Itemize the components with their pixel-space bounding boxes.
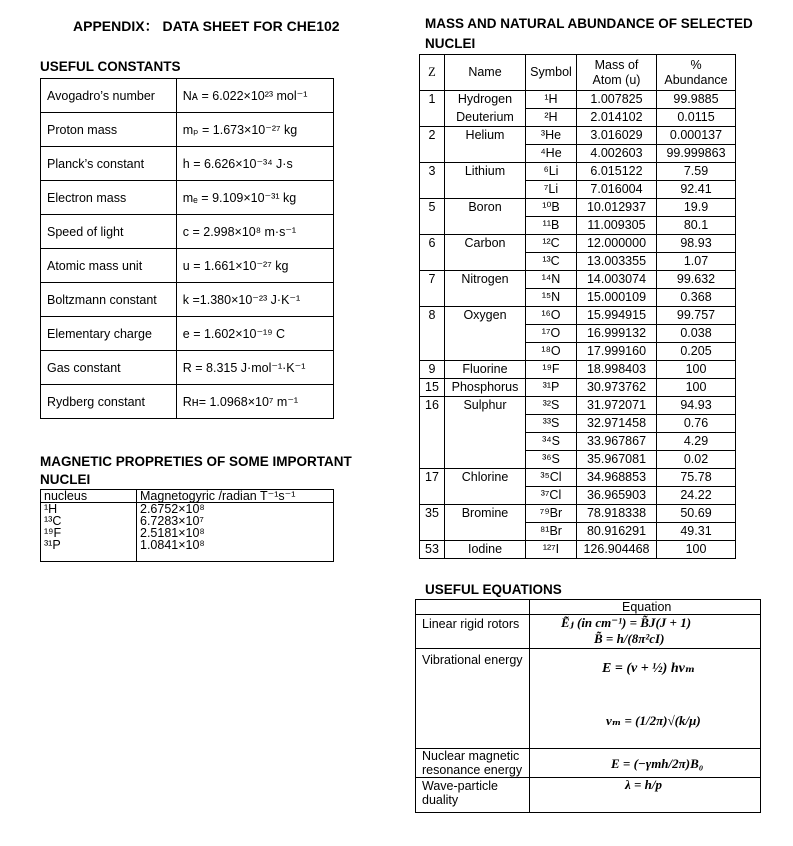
nuclide-row xyxy=(420,163,736,181)
ratio-list xyxy=(137,503,334,562)
nuclide-row xyxy=(420,109,736,127)
nmr-equation: E = (−γmh/2π)B₀ xyxy=(611,756,704,771)
nuclide-row xyxy=(420,145,736,163)
equations-table xyxy=(415,599,761,813)
nuclide-z: 6 xyxy=(420,235,445,253)
nuclide-abundance: 99.9885 xyxy=(657,91,736,109)
nuclide-row xyxy=(420,181,736,199)
nuclide-z xyxy=(420,325,445,343)
rotors-label: Linear rigid rotors xyxy=(422,617,520,631)
nuclei-heading: MASS AND NATURAL ABUNDANCE OF SELECTED NUCLEI xyxy=(425,16,753,51)
nuclide-symbol: ³⁶S xyxy=(526,451,577,469)
nuclide-symbol: ¹²C xyxy=(526,235,577,253)
constant-value: mₑ = 9.109×10⁻³¹ kg xyxy=(176,181,333,215)
nuclide-abundance: 0.038 xyxy=(657,325,736,343)
nuclide-row xyxy=(420,523,736,541)
nuclide-symbol: ¹⁸O xyxy=(526,343,577,361)
nuclide-mass: 33.967867 xyxy=(577,433,657,451)
nuclide-name xyxy=(445,217,526,235)
constant-value: R = 8.315 J·mol⁻¹·K⁻¹ xyxy=(176,351,333,385)
nuclide-mass: 18.998403 xyxy=(577,361,657,379)
nuclide-symbol: ¹²⁷I xyxy=(526,541,577,559)
nuclide-row xyxy=(420,307,736,325)
nuclide-name: Iodine xyxy=(445,541,526,559)
nuclide-mass: 7.016004 xyxy=(577,181,657,199)
nuclide-z: 15 xyxy=(420,379,445,397)
nuclide-symbol: ⁸¹Br xyxy=(526,523,577,541)
nuclide-symbol: ¹¹B xyxy=(526,217,577,235)
nuclide-z xyxy=(420,217,445,235)
nuclide-symbol: ¹⁴N xyxy=(526,271,577,289)
nuclide-z: 3 xyxy=(420,163,445,181)
nuclide-symbol: ¹⁷O xyxy=(526,325,577,343)
constant-name: Rydberg constant xyxy=(41,385,177,419)
wave-equation: λ = h/p xyxy=(625,777,663,792)
nuclide-abundance: 0.02 xyxy=(657,451,736,469)
nuclide-abundance: 92.41 xyxy=(657,181,736,199)
nuclide-abundance: 0.000137 xyxy=(657,127,736,145)
nuclide-symbol: ¹³C xyxy=(526,253,577,271)
constants-table xyxy=(40,78,334,419)
nuclide-abundance: 0.0115 xyxy=(657,109,736,127)
nuclide-z: 16 xyxy=(420,397,445,415)
nuclide-name xyxy=(445,325,526,343)
nuclide-abundance: 50.69 xyxy=(657,505,736,523)
constant-row xyxy=(41,249,334,283)
nmr-label: Nuclear magnetic resonance energy xyxy=(422,749,523,777)
vibrational-label: Vibrational energy xyxy=(422,653,523,667)
nuclide-abundance: 0.205 xyxy=(657,343,736,361)
nuclide-row xyxy=(420,451,736,469)
constant-value: k =1.380×10⁻²³ J·K⁻¹ xyxy=(176,283,333,317)
constant-row xyxy=(41,283,334,317)
nucleus-item: ¹³C xyxy=(44,514,62,528)
nuclide-mass: 10.012937 xyxy=(577,199,657,217)
ratio-header: Magnetogyric /radian T⁻¹s⁻¹ xyxy=(137,490,334,503)
nuclide-row xyxy=(420,199,736,217)
nuclide-name xyxy=(445,343,526,361)
z-header: Z xyxy=(420,55,445,91)
nuclide-abundance: 1.07 xyxy=(657,253,736,271)
nuclide-z xyxy=(420,289,445,307)
nuclide-symbol: ³²S xyxy=(526,397,577,415)
constant-value: h = 6.626×10⁻³⁴ J·s xyxy=(176,147,333,181)
nuclide-z xyxy=(420,433,445,451)
nuclide-row xyxy=(420,469,736,487)
nuclide-z: 8 xyxy=(420,307,445,325)
mass-header: Mass of Atom (u) xyxy=(577,55,657,91)
nuclide-mass: 78.918338 xyxy=(577,505,657,523)
nuclide-z xyxy=(420,487,445,505)
nuclide-z: 17 xyxy=(420,469,445,487)
constant-row xyxy=(41,385,334,419)
nuclide-row xyxy=(420,415,736,433)
constant-name: Speed of light xyxy=(41,215,177,249)
vibrational-equation: E = (v + ½) hνₘ xyxy=(602,661,696,676)
constant-value: Rʜ= 1.0968×10⁷ m⁻¹ xyxy=(176,385,333,419)
nuclide-z xyxy=(420,523,445,541)
constant-value: e = 1.602×10⁻¹⁹ C xyxy=(176,317,333,351)
nuclide-name xyxy=(445,289,526,307)
nuclide-mass: 6.015122 xyxy=(577,163,657,181)
nuclide-mass: 36.965903 xyxy=(577,487,657,505)
nuclei-table xyxy=(419,54,736,559)
nucleus-item: ¹⁹F xyxy=(44,526,62,540)
rotors-equation-2: B̃ = h/(8π²cI) xyxy=(594,631,665,646)
constant-name: Electron mass xyxy=(41,181,177,215)
nuclide-row xyxy=(420,361,736,379)
nuclide-mass: 34.968853 xyxy=(577,469,657,487)
nuclide-z: 35 xyxy=(420,505,445,523)
nuclide-z xyxy=(420,343,445,361)
name-header: Name xyxy=(445,55,526,91)
constants-heading: USEFUL CONSTANTS xyxy=(40,59,181,74)
constant-row xyxy=(41,113,334,147)
nuclide-symbol: ¹⁶O xyxy=(526,307,577,325)
nuclide-z: 2 xyxy=(420,127,445,145)
nuclide-symbol: ⁶Li xyxy=(526,163,577,181)
nuclide-symbol: ⁷⁹Br xyxy=(526,505,577,523)
nucleus-item: ¹H xyxy=(44,502,58,516)
constant-row xyxy=(41,79,334,113)
nuclide-mass: 13.003355 xyxy=(577,253,657,271)
nuclide-mass: 16.999132 xyxy=(577,325,657,343)
nuclide-symbol: ³⁷Cl xyxy=(526,487,577,505)
nuclide-row xyxy=(420,379,736,397)
nuclide-abundance: 0.76 xyxy=(657,415,736,433)
magnetic-heading: MAGNETIC PROPRETIES OF SOME IMPORTANT NUCLEI xyxy=(40,454,352,487)
nuclide-z xyxy=(420,451,445,469)
nuclide-abundance: 100 xyxy=(657,541,736,559)
nuclide-abundance: 19.9 xyxy=(657,199,736,217)
nucleus-item: ³¹P xyxy=(44,538,61,552)
constant-name: Gas constant xyxy=(41,351,177,385)
constant-row xyxy=(41,351,334,385)
constant-name: Planck’s constant xyxy=(41,147,177,181)
nuclide-row xyxy=(420,541,736,559)
nuclide-name xyxy=(445,145,526,163)
nuclide-mass: 15.994915 xyxy=(577,307,657,325)
nuclide-z xyxy=(420,253,445,271)
nuclide-z: 5 xyxy=(420,199,445,217)
nuclide-mass: 17.999160 xyxy=(577,343,657,361)
nuclide-z: 7 xyxy=(420,271,445,289)
nuclide-mass: 126.904468 xyxy=(577,541,657,559)
nuclide-z xyxy=(420,415,445,433)
nuclide-mass: 4.002603 xyxy=(577,145,657,163)
nuclide-abundance: 100 xyxy=(657,361,736,379)
nuclide-mass: 12.000000 xyxy=(577,235,657,253)
nuclide-z xyxy=(420,109,445,127)
nuclide-abundance: 99.999863 xyxy=(657,145,736,163)
nuclide-row xyxy=(420,91,736,109)
nuclide-row xyxy=(420,271,736,289)
nuclide-z xyxy=(420,145,445,163)
rotors-equation-1: Ẽⱼ (in cm⁻¹) = B̃J(J + 1) xyxy=(561,615,692,630)
nuclide-row xyxy=(420,235,736,253)
nuclide-row xyxy=(420,253,736,271)
constant-row xyxy=(41,147,334,181)
constant-name: Boltzmann constant xyxy=(41,283,177,317)
nuclide-z: 53 xyxy=(420,541,445,559)
nuclide-symbol: ⁴He xyxy=(526,145,577,163)
nuclide-abundance: 100 xyxy=(657,379,736,397)
nuclide-name: Phosphorus xyxy=(445,379,526,397)
nuclide-name xyxy=(445,487,526,505)
ratio-item: 2.6752×10⁸ xyxy=(140,502,205,516)
nuclide-abundance: 99.757 xyxy=(657,307,736,325)
nuclide-symbol: ³¹P xyxy=(526,379,577,397)
wave-label: Wave-particle duality xyxy=(422,779,498,807)
nuclide-name xyxy=(445,181,526,199)
nuclide-symbol: ¹H xyxy=(526,91,577,109)
nuclide-name: Boron xyxy=(445,199,526,217)
nuclide-mass: 2.014102 xyxy=(577,109,657,127)
vibrational-frequency: νₘ = (1/2π)√(k/μ) xyxy=(606,713,701,728)
nuclide-mass: 3.016029 xyxy=(577,127,657,145)
nuclide-row xyxy=(420,127,736,145)
equations-heading: USEFUL EQUATIONS xyxy=(425,582,562,597)
nuclide-symbol: ¹⁰B xyxy=(526,199,577,217)
nuclide-z: 9 xyxy=(420,361,445,379)
abundance-header: % Abundance xyxy=(657,55,736,91)
nuclide-symbol: ²H xyxy=(526,109,577,127)
constant-row xyxy=(41,181,334,215)
nuclide-mass: 32.971458 xyxy=(577,415,657,433)
nucleus-list xyxy=(41,503,137,562)
nuclide-name: Helium xyxy=(445,127,526,145)
nuclide-abundance: 98.93 xyxy=(657,235,736,253)
constant-value: c = 2.998×10⁸ m·s⁻¹ xyxy=(176,215,333,249)
appendix-title: APPENDIX： DATA SHEET FOR CHE102 xyxy=(73,18,340,34)
constant-name: Avogadro’s number xyxy=(41,79,177,113)
nuclide-name: Hydrogen xyxy=(445,91,526,109)
nuclide-row xyxy=(420,487,736,505)
constant-row xyxy=(41,215,334,249)
nuclide-symbol: ³He xyxy=(526,127,577,145)
nuclide-name: Oxygen xyxy=(445,307,526,325)
nuclide-name: Carbon xyxy=(445,235,526,253)
nuclide-symbol: ¹⁵N xyxy=(526,289,577,307)
nuclide-mass: 30.973762 xyxy=(577,379,657,397)
nuclide-abundance: 49.31 xyxy=(657,523,736,541)
nuclide-name: Nitrogen xyxy=(445,271,526,289)
nuclide-name: Sulphur xyxy=(445,397,526,415)
nuclide-row xyxy=(420,325,736,343)
nuclide-name xyxy=(445,523,526,541)
nuclide-name xyxy=(445,451,526,469)
nuclide-name: Chlorine xyxy=(445,469,526,487)
symbol-header: Symbol xyxy=(526,55,577,91)
nuclide-z: 1 xyxy=(420,91,445,109)
nuclide-symbol: ³⁵Cl xyxy=(526,469,577,487)
nucleus-header: nucleus xyxy=(41,490,137,503)
nuclide-row xyxy=(420,505,736,523)
nuclide-row xyxy=(420,397,736,415)
nuclide-row xyxy=(420,343,736,361)
nuclide-z xyxy=(420,181,445,199)
nuclide-row xyxy=(420,433,736,451)
nuclide-abundance: 4.29 xyxy=(657,433,736,451)
nuclide-mass: 11.009305 xyxy=(577,217,657,235)
nuclide-abundance: 94.93 xyxy=(657,397,736,415)
nuclide-abundance: 99.632 xyxy=(657,271,736,289)
nuclide-symbol: ³³S xyxy=(526,415,577,433)
nuclide-name: Deuterium xyxy=(445,109,526,127)
nuclide-symbol: ³⁴S xyxy=(526,433,577,451)
constant-value: u = 1.661×10⁻²⁷ kg xyxy=(176,249,333,283)
constant-name: Atomic mass unit xyxy=(41,249,177,283)
nuclide-name: Lithium xyxy=(445,163,526,181)
nuclide-abundance: 7.59 xyxy=(657,163,736,181)
nuclide-mass: 35.967081 xyxy=(577,451,657,469)
nuclide-symbol: ⁷Li xyxy=(526,181,577,199)
nuclide-name xyxy=(445,415,526,433)
nuclide-abundance: 24.22 xyxy=(657,487,736,505)
nuclide-name: Bromine xyxy=(445,505,526,523)
nuclide-row xyxy=(420,289,736,307)
nuclide-mass: 14.003074 xyxy=(577,271,657,289)
nuclide-abundance: 0.368 xyxy=(657,289,736,307)
nuclide-symbol: ¹⁹F xyxy=(526,361,577,379)
nuclide-name xyxy=(445,253,526,271)
constant-name: Proton mass xyxy=(41,113,177,147)
nuclide-name: Fluorine xyxy=(445,361,526,379)
nuclide-mass: 80.916291 xyxy=(577,523,657,541)
equation-col-header: Equation xyxy=(622,600,672,614)
nuclide-abundance: 75.78 xyxy=(657,469,736,487)
nuclide-mass: 1.007825 xyxy=(577,91,657,109)
nuclide-mass: 15.000109 xyxy=(577,289,657,307)
nuclide-row xyxy=(420,217,736,235)
nuclide-name xyxy=(445,433,526,451)
nuclide-abundance: 80.1 xyxy=(657,217,736,235)
magnetic-table xyxy=(40,489,334,562)
constant-name: Elementary charge xyxy=(41,317,177,351)
ratio-item: 6.7283×10⁷ xyxy=(140,514,204,528)
constant-value: Nᴀ = 6.022×10²³ mol⁻¹ xyxy=(176,79,333,113)
nuclide-mass: 31.972071 xyxy=(577,397,657,415)
constant-value: mₚ = 1.673×10⁻²⁷ kg xyxy=(176,113,333,147)
ratio-item: 2.5181×10⁸ xyxy=(140,526,205,540)
constant-row xyxy=(41,317,334,351)
ratio-item: 1.0841×10⁸ xyxy=(140,538,205,552)
